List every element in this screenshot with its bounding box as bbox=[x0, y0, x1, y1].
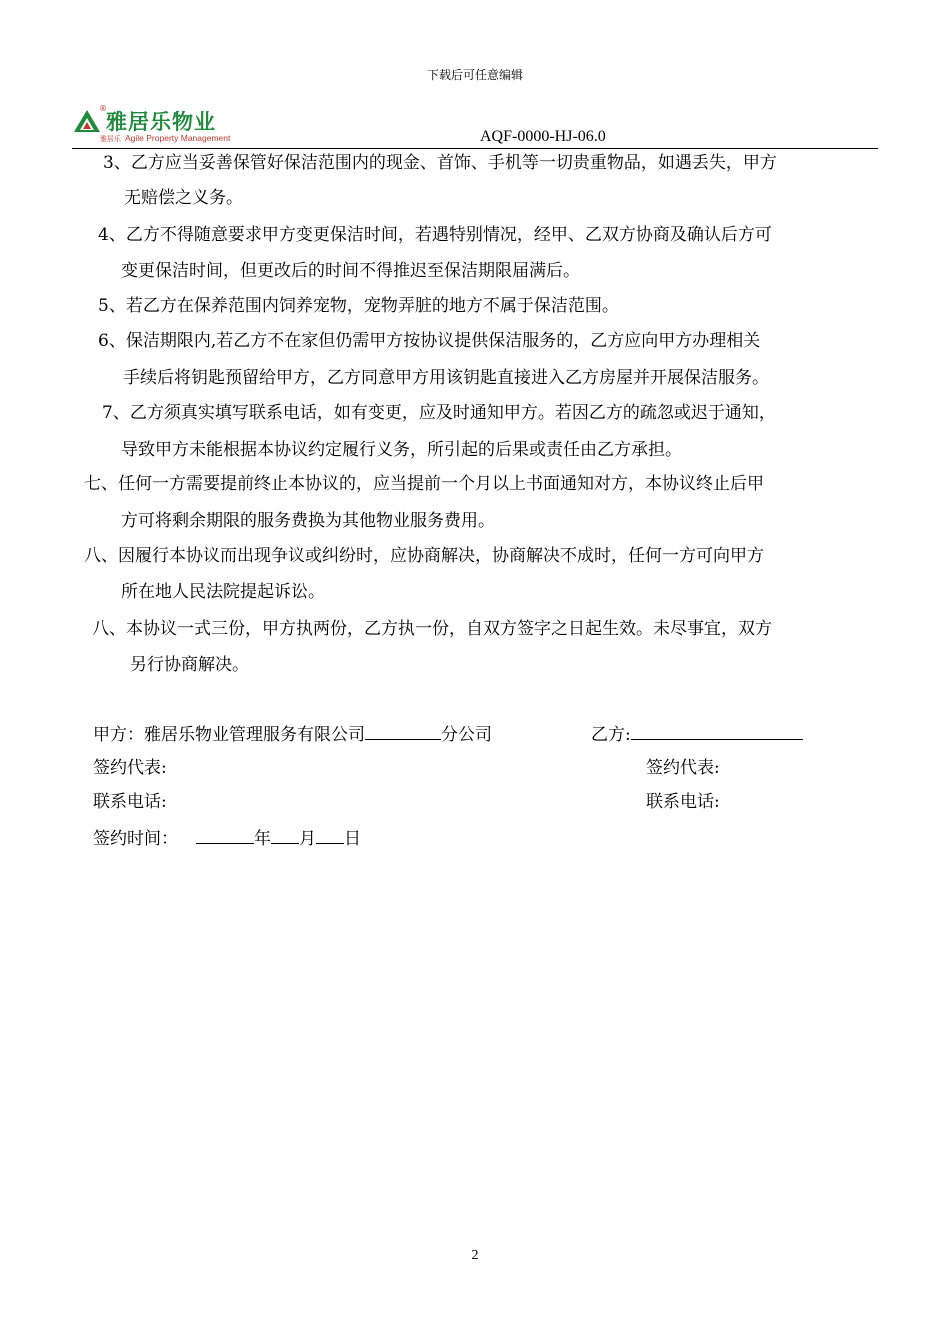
clause-8a-line-1: 八、因履行本协议而出现争议或纠纷时，应协商解决，协商解决不成时，任何一方可向甲方 bbox=[84, 546, 764, 566]
item-3-line-1: 3、乙方应当妥善保管好保洁范围内的现金、首饰、手机等一切贵重物品，如遇丢失，甲方 bbox=[103, 153, 777, 173]
phone-a-label: 联系电话: bbox=[93, 792, 167, 812]
logo-cn-name: 雅居乐物业 bbox=[106, 110, 216, 134]
page-number: 2 bbox=[471, 1248, 479, 1263]
logo-en-line bbox=[100, 133, 230, 144]
phone-b-label: 联系电话: bbox=[646, 792, 720, 812]
logo-registered-mark: ® bbox=[99, 104, 107, 113]
day-label: 日 bbox=[344, 829, 361, 849]
item-7-line-2: 导致甲方未能根据本协议约定履行义务，所引起的后果或责任由乙方承担。 bbox=[121, 440, 682, 460]
item-4-line-1: 4、乙方不得随意要求甲方变更保洁时间，若遇特别情况，经甲、乙双方协商及确认后方可 bbox=[98, 225, 772, 245]
logo-en-name: Agile Property Management bbox=[125, 133, 231, 143]
rep-a-label: 签约代表: bbox=[93, 758, 167, 778]
clause-8a-line-2: 所在地人民法院提起诉讼。 bbox=[121, 582, 325, 602]
year-blank[interactable] bbox=[196, 827, 254, 844]
document-code: AQF-0000-HJ-06.0 bbox=[480, 128, 606, 145]
clause-7-line-2: 方可将剩余期限的服务费换为其他物业服务费用。 bbox=[121, 511, 495, 531]
party-b-blank[interactable] bbox=[631, 723, 803, 740]
item-6-line-1: 6、保洁期限内,若乙方不在家但仍需甲方按协议提供保洁服务的，乙方应向甲方办理相关 bbox=[98, 331, 761, 351]
item-7-line-1: 7、乙方须真实填写联系电话，如有变更，应及时通知甲方。若因乙方的疏忽或迟于通知， bbox=[102, 403, 776, 423]
month-blank[interactable] bbox=[271, 827, 299, 844]
clause-8b-line-1: 八、本协议一式三份，甲方执两份，乙方执一份，自双方签字之日起生效。未尽事宜，双方 bbox=[92, 619, 772, 639]
clause-8b-line-2: 另行协商解决。 bbox=[130, 655, 249, 675]
header-rule bbox=[72, 148, 878, 149]
sign-date-line bbox=[93, 827, 361, 849]
clause-7-line-1: 七、任何一方需要提前终止本协议的，应当提前一个月以上书面通知对方，本协议终止后甲 bbox=[84, 474, 764, 494]
sign-date-label: 签约时间： bbox=[93, 829, 178, 849]
download-note: 下载后可任意编辑 bbox=[426, 68, 523, 82]
party-a-suffix: 分公司 bbox=[441, 725, 492, 745]
company-logo bbox=[72, 106, 242, 142]
party-b-label: 乙方: bbox=[591, 725, 631, 745]
rep-b-label: 签约代表: bbox=[646, 758, 720, 778]
item-3-line-2: 无赔偿之义务。 bbox=[124, 188, 243, 208]
party-a-label: 甲方：雅居乐物业管理服务有限公司 bbox=[93, 725, 365, 745]
month-label: 月 bbox=[299, 829, 316, 849]
item-5-line-1: 5、若乙方在保养范围内饲养宠物，宠物弄脏的地方不属于保洁范围。 bbox=[98, 296, 619, 316]
party-a-line bbox=[93, 723, 492, 745]
logo-small-cn: 雅居乐 bbox=[100, 136, 121, 143]
item-4-line-2: 变更保洁时间，但更改后的时间不得推迟至保洁期限届满后。 bbox=[121, 261, 580, 281]
party-b-line bbox=[591, 723, 803, 745]
item-6-line-2: 手续后将钥匙预留给甲方，乙方同意甲方用该钥匙直接进入乙方房屋并开展保洁服务。 bbox=[123, 368, 769, 388]
year-label: 年 bbox=[254, 829, 271, 849]
logo-mark-icon bbox=[72, 108, 102, 136]
day-blank[interactable] bbox=[316, 827, 344, 844]
branch-name-blank[interactable] bbox=[365, 723, 441, 740]
